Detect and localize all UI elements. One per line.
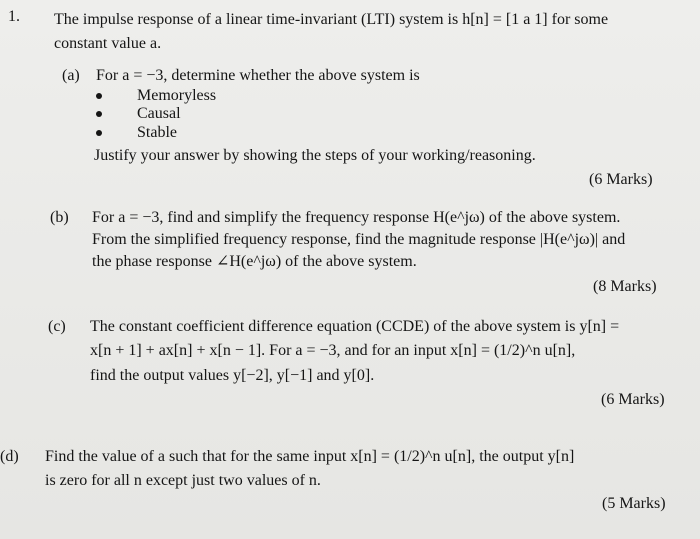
part-d-line-2: is zero for all n except just two values of n.	[45, 472, 321, 489]
bullet-icon	[96, 111, 102, 117]
bullet-icon	[96, 130, 102, 136]
part-a-line-1: For a = −3, determine whether the above system is	[96, 67, 420, 84]
part-a-marks: (6 Marks)	[589, 171, 653, 188]
part-a-bullet-memoryless: Memoryless	[137, 87, 217, 104]
part-d-label: (d)	[0, 448, 19, 465]
part-b-marks: (8 Marks)	[593, 278, 657, 295]
part-b-label: (b)	[50, 209, 69, 226]
question-number: 1.	[8, 8, 20, 25]
part-a-label: (a)	[62, 67, 80, 84]
part-c-line-1: The constant coefficient difference equation (CCDE) of the above system is y[n] =	[90, 318, 620, 335]
part-a-bullet-causal: Causal	[137, 105, 181, 122]
part-d-marks: (5 Marks)	[602, 495, 666, 512]
part-b-line-3: the phase response ∠H(e^jω) of the above system.	[92, 253, 417, 270]
part-c-label: (c)	[48, 318, 66, 335]
part-d-line-1: Find the value of a such that for the same input x[n] = (1/2)^n u[n], the output y[n]	[45, 448, 575, 465]
bullet-icon	[96, 93, 102, 99]
part-b-line-1: For a = −3, find and simplify the frequency response H(e^jω) of the above system.	[92, 209, 621, 226]
intro-line-2: constant value a.	[54, 35, 162, 52]
part-b-line-2: From the simplified frequency response, find the magnitude response |H(e^jω)| and	[92, 231, 626, 248]
part-c-marks: (6 Marks)	[601, 391, 665, 408]
intro-line-1: The impulse response of a linear time-invariant (LTI) system is h[n] = [1 a 1] for some	[54, 11, 609, 28]
part-a-bullet-stable: Stable	[137, 124, 177, 141]
part-c-line-3: find the output values y[−2], y[−1] and y[0].	[90, 367, 375, 384]
part-c-line-2: x[n + 1] + ax[n] + x[n − 1]. For a = −3, and for an input x[n] = (1/2)^n u[n],	[90, 342, 576, 359]
part-a-justify: Justify your answer by showing the steps of your working/reasoning.	[94, 147, 536, 164]
